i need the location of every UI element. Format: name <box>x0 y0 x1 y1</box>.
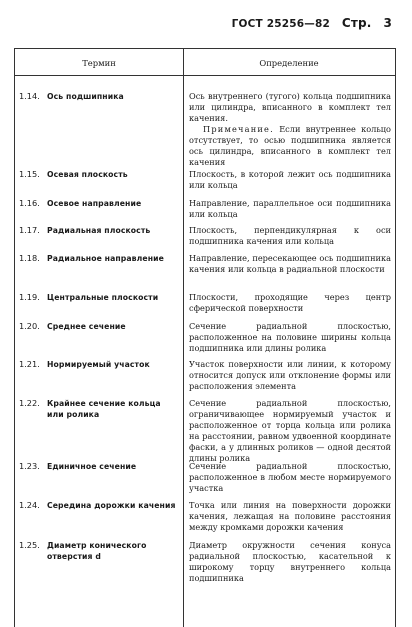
entry-term: Радиальное направление <box>47 254 164 263</box>
entry-number: 1.14. <box>19 91 40 101</box>
entry-definition: Диаметр окружности сечения конуса радиальной плоскостью, касательной к широкому торцу внутреннего кольца подшипника <box>189 540 391 583</box>
entry-term: Центральные плоскости <box>47 293 159 302</box>
entry-definition: Участок поверхности или линии, к которому относится допуск или отклонение формы или расположения элемента <box>189 359 391 391</box>
entry-number: 1.17. <box>19 225 40 235</box>
entry-term: Среднее сечение <box>47 322 126 331</box>
entry-number: 1.25. <box>19 540 40 550</box>
entry-term: Осевое направление <box>47 199 142 208</box>
page-header <box>232 16 392 30</box>
definition-text: Ось внутреннего (тугого) кольца подшипника или цилиндра, вписанного в комплект тел качения. <box>189 91 391 123</box>
definition-note <box>189 124 391 168</box>
entry-definition: Плоскость, перпендикулярная к оси подшипника качения или кольца <box>189 225 391 246</box>
terms-table <box>14 48 396 627</box>
entry-number: 1.15. <box>19 169 40 179</box>
page-number: 3 <box>383 16 392 30</box>
entry-term: Середина дорожки качения <box>47 501 176 510</box>
column-divider <box>183 49 184 627</box>
note-label: Примечание. <box>203 124 274 134</box>
table-header <box>15 49 395 76</box>
entry-number: 1.22. <box>19 398 40 408</box>
entry-number: 1.19. <box>19 292 40 302</box>
entry-term: Единичное сечение <box>47 462 137 471</box>
column-header-term: Термин <box>82 58 116 68</box>
entry-definition: Сечение радиальной плоскостью, расположенное в любом месте нормируемого участка <box>189 461 391 493</box>
entry-definition: Сечение радиальной плоскостью, расположенное на половине ширины кольца подшипника или длины ролика <box>189 321 391 353</box>
page-label: Стр. <box>341 16 372 30</box>
entry-term: Радиальная плоскость <box>47 226 151 235</box>
entry-term: Диаметр конического отверстия d <box>47 541 147 561</box>
entry-number: 1.21. <box>19 359 40 369</box>
entry-term: Нормируемый участок <box>47 360 150 369</box>
entry-definition: Плоскости, проходящие через центр сферической поверхности <box>189 292 391 313</box>
entry-definition: Направление, параллельное оси подшипника или кольца <box>189 198 391 219</box>
gost-number: ГОСТ 25256—82 <box>231 18 330 30</box>
note-text: Если внутреннее кольцо отсутствует, то осью подшипника является ось цилиндра, вписанного в комплект тел качения <box>189 124 391 167</box>
entry-definition: Направление, пересекающее ось подшипника качения или кольца в радиальной плоскости <box>189 253 391 274</box>
column-header-definition: Определение <box>259 58 319 68</box>
entry-number: 1.23. <box>19 461 40 471</box>
entry-number: 1.18. <box>19 253 40 263</box>
entry-number: 1.20. <box>19 321 40 331</box>
entry-definition: Сечение радиальной плоскостью, ограничивающее нормируемый участок и расположенное от торца кольца или ролика на расстоянии, равном удвоенной координате фаски, а у длинных роликов — одной десятой длины ролика <box>189 398 391 463</box>
entry-number: 1.24. <box>19 500 40 510</box>
entry-number: 1.16. <box>19 198 40 208</box>
entry-definition: Точка или линия на поверхности дорожки качения, лежащая на половине расстояния между кромками дорожки качения <box>189 500 391 532</box>
entry-term: Ось подшипника <box>47 92 124 101</box>
entry-definition <box>189 91 391 168</box>
entry-definition: Плоскость, в которой лежит ось подшипника или кольца <box>189 169 391 190</box>
entry-term: Крайнее сечение кольца или ролика <box>47 399 161 419</box>
entry-term: Осевая плоскость <box>47 170 128 179</box>
